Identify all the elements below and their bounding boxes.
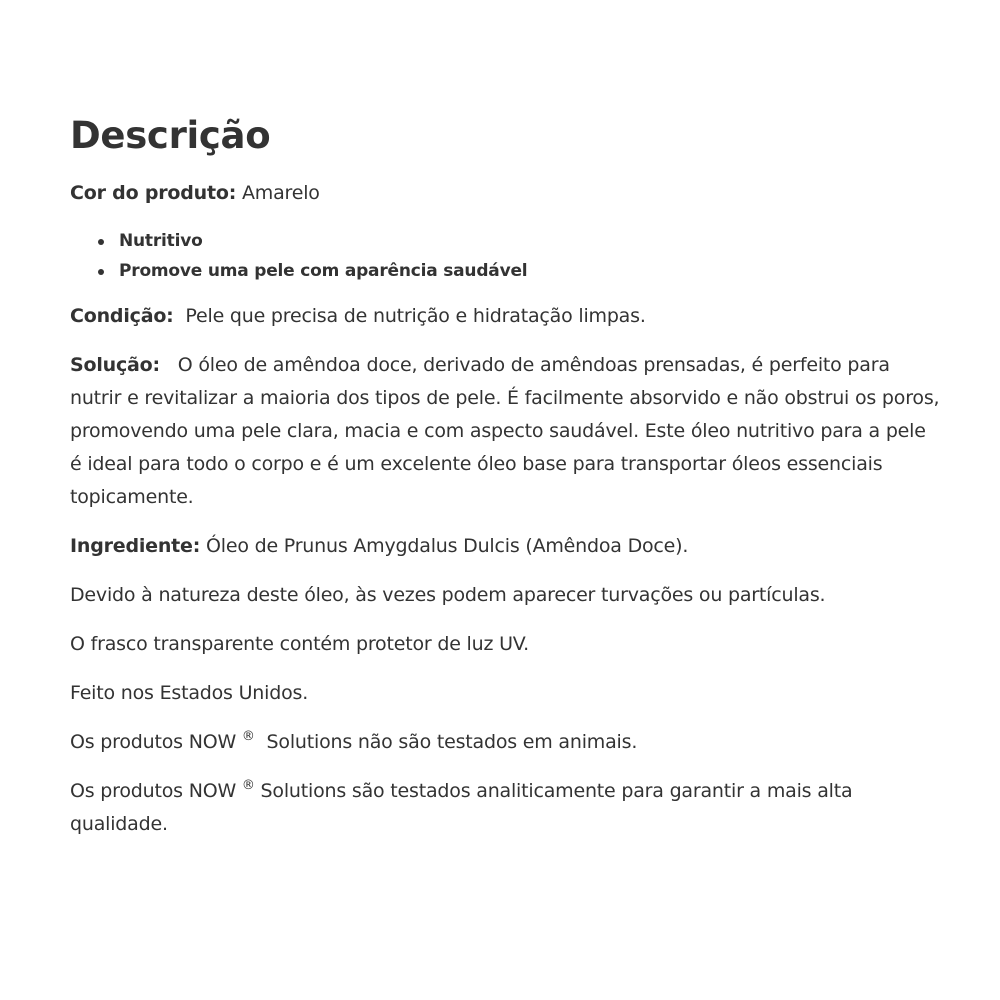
made-in-note: Feito nos Estados Unidos. <box>70 682 309 704</box>
condition-value: Pele que precisa de nutrição e hidratação limpas. <box>185 305 646 327</box>
animal-testing-note <box>70 726 940 759</box>
solution-value: O óleo de amêndoa doce, derivado de amêndoas prensadas, é perfeito para nutrir e revitalizar a maioria dos tipos de pele. É facilmente absorvido e não obstrui os poros, promovendo uma pele clara, macia e com aspecto saudável. Este óleo nutritivo para a pele é ideal para todo o corpo e é um excelente óleo base para transportar óleos essenciais topicamente. <box>70 354 940 508</box>
ingredient-paragraph <box>70 530 940 563</box>
list-item: Nutritivo <box>119 226 940 256</box>
product-color-value: Amarelo <box>241 182 320 204</box>
bottle-note: O frasco transparente contém protetor de luz UV. <box>70 633 529 655</box>
solution-label: Solução: <box>70 354 160 376</box>
ingredient-value: Óleo de Prunus Amygdalus Dulcis (Amêndoa Doce). <box>206 535 689 557</box>
list-item: Promove uma pele com aparência saudável <box>119 256 940 286</box>
condition-label: Condição: <box>70 305 174 327</box>
now2-before: Os produtos NOW <box>70 780 237 802</box>
registered-mark: ® <box>241 778 255 793</box>
ingredient-label: Ingrediente: <box>70 535 201 557</box>
page-title: Descrição <box>70 114 271 157</box>
description-section <box>70 112 940 857</box>
now1-before: Os produtos NOW <box>70 731 237 753</box>
solution-paragraph <box>70 349 940 514</box>
condition-paragraph <box>70 300 940 333</box>
product-color-label: Cor do produto: <box>70 182 237 204</box>
quality-testing-note <box>70 775 940 841</box>
now2-after: Solutions são testados analiticamente para garantir a mais alta qualidade. <box>70 780 853 835</box>
benefits-list <box>70 226 940 286</box>
nature-note: Devido à natureza deste óleo, às vezes podem aparecer turvações ou partículas. <box>70 584 826 606</box>
now1-after: Solutions não são testados em animais. <box>266 731 638 753</box>
product-color <box>70 177 940 210</box>
registered-mark: ® <box>241 729 255 744</box>
